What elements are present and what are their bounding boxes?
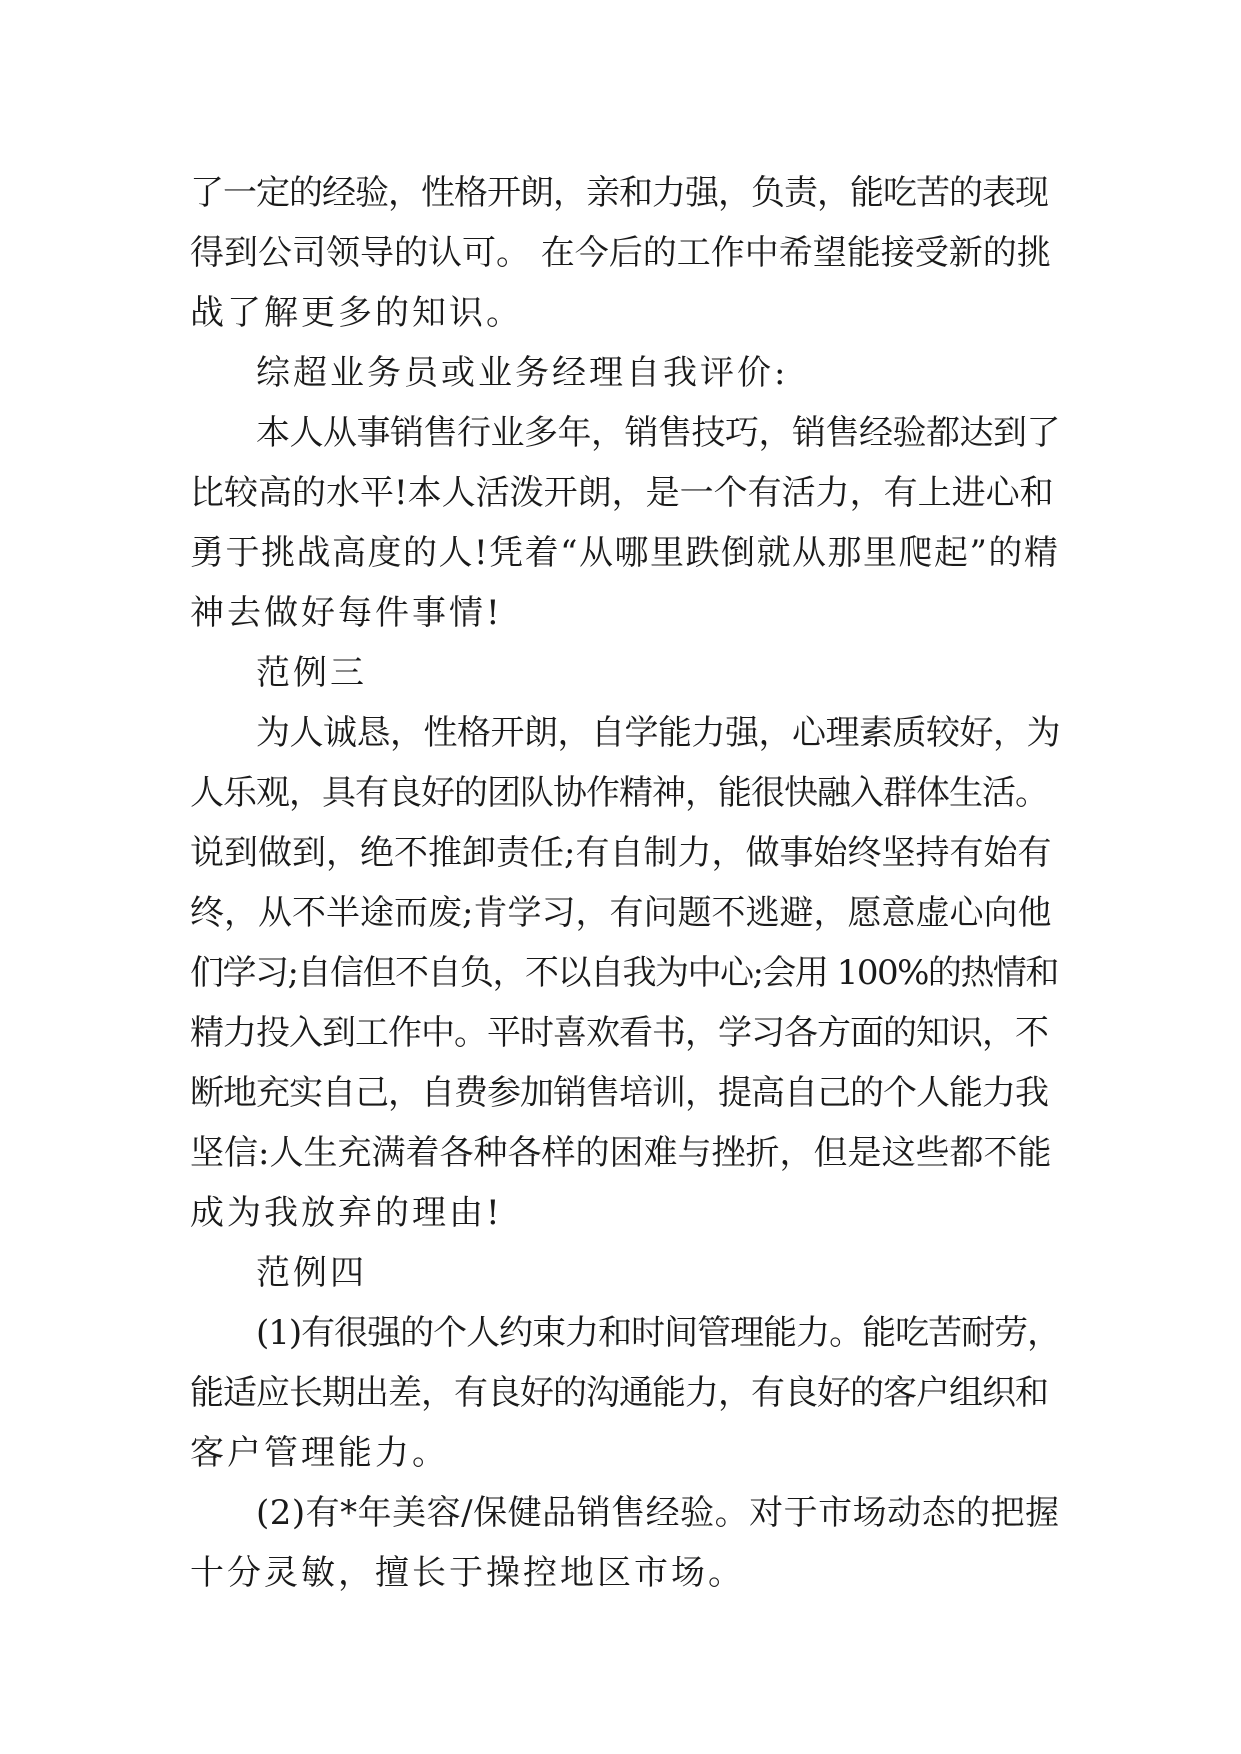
text-line: 客户管理能力。 bbox=[190, 1433, 449, 1473]
text-line: 人乐观，具有良好的团队协作精神，能很快融入群体生活。 bbox=[190, 773, 1048, 813]
text-line: (1)有很强的个人约束力和时间管理能力。能吃苦耐劳， bbox=[256, 1313, 1061, 1353]
text-line: 终，从不半途而废;肯学习，有问题不逃避，愿意虚心向他 bbox=[190, 893, 1052, 933]
text-line: 能适应长期出差，有良好的沟通能力，有良好的客户组织和 bbox=[190, 1373, 1048, 1413]
document-body bbox=[190, 163, 1061, 1603]
text-line: 本人从事销售行业多年，销售技巧，销售经验都达到了 bbox=[256, 413, 1060, 453]
text-line: 综超业务员或业务经理自我评价: bbox=[256, 353, 789, 393]
text-line: 战了解更多的知识。 bbox=[190, 293, 523, 333]
text-line: 十分灵敏，擅长于操控地区市场。 bbox=[190, 1553, 745, 1593]
text-line: 说到做到，绝不推卸责任;有自制力，做事始终坚持有始有 bbox=[190, 833, 1052, 873]
text-line: 为人诚恳，性格开朗，自学能力强，心理素质较好，为 bbox=[256, 713, 1060, 753]
text-line: (2)有*年美容/保健品销售经验。对于市场动态的把握 bbox=[256, 1493, 1060, 1533]
text-line: 勇于挑战高度的人!凭着“从哪里跌倒就从那里爬起”的精 bbox=[190, 533, 1060, 573]
text-line: 了一定的经验，性格开朗，亲和力强，负责，能吃苦的表现 bbox=[190, 173, 1048, 213]
text-line: 范例三 bbox=[256, 653, 367, 693]
text-line: 范例四 bbox=[256, 1253, 367, 1293]
text-line: 坚信:人生充满着各种各样的困难与挫折，但是这些都不能 bbox=[190, 1133, 1052, 1173]
text-line: 比较高的水平!本人活泼开朗，是一个有活力，有上进心和 bbox=[190, 473, 1054, 513]
text-line: 神去做好每件事情! bbox=[190, 593, 503, 633]
text-line: 成为我放弃的理由! bbox=[190, 1193, 503, 1233]
text-line: 们学习;自信但不自负，不以自我为中心;会用 100%的热情和 bbox=[190, 953, 1058, 993]
text-line: 得到公司领导的认可。 在今后的工作中希望能接受新的挑 bbox=[190, 233, 1051, 273]
text-line: 精力投入到工作中。平时喜欢看书，学习各方面的知识，不 bbox=[190, 1013, 1048, 1053]
text-line: 断地充实自己，自费参加销售培训，提高自己的个人能力我 bbox=[190, 1073, 1048, 1113]
